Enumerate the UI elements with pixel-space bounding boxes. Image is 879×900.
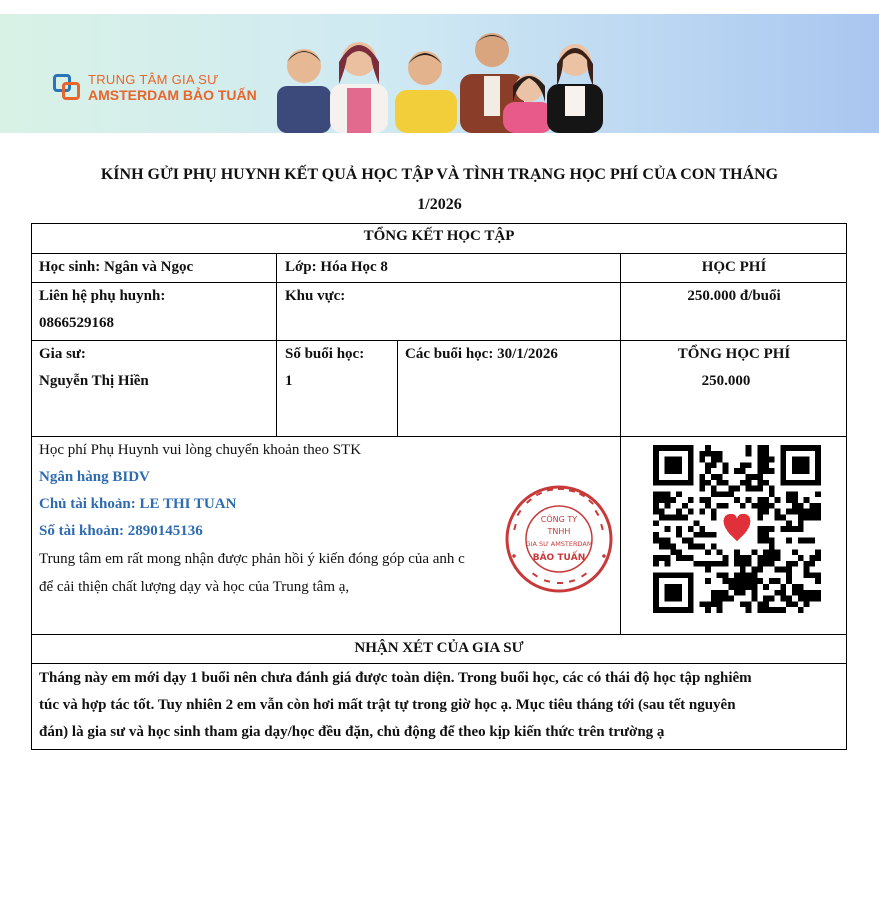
contact-label: Liên hệ phụ huynh: <box>39 288 166 304</box>
stamp-line2: TNHH <box>547 527 571 536</box>
review-line2: túc và hợp tác tốt. Tuy nhiên 2 em vẫn còn hơi mất trật tự trong giờ học ạ. Mục tiêu tháng tới (sau tết nguyên <box>39 697 736 713</box>
summary-header: TỔNG KẾT HỌC TẬP <box>363 228 515 244</box>
row-divider <box>31 663 847 664</box>
contact-phone: 0866529168 <box>39 315 114 331</box>
feedback-request-line1: Trung tâm em rất mong nhận được phản hồi ý kiến đóng góp của anh c <box>39 551 465 567</box>
account-holder: Chủ tài khoản: LE THI TUAN <box>39 496 237 512</box>
total-fee-value: 250.000 <box>701 373 751 389</box>
bank-name: Ngân hàng BIDV <box>39 469 150 485</box>
row-divider <box>31 282 847 283</box>
class-name: Lớp: Hóa Học 8 <box>285 259 388 275</box>
company-stamp-icon <box>504 484 614 594</box>
total-fee-label: TỔNG HỌC PHÍ <box>677 346 791 362</box>
stamp-line1: CÔNG TY <box>540 515 578 524</box>
row-divider <box>31 253 847 254</box>
report-title-line1: KÍNH GỬI PHỤ HUYNH KẾT QUẢ HỌC TẬP VÀ TÌNH TRẠNG HỌC PHÍ CỦA CON THÁNG <box>100 166 779 183</box>
column-divider <box>276 253 277 436</box>
review-line1: Tháng này em mới dạy 1 buổi nên chưa đánh giá được toàn diện. Trong buổi học, các có thái độ học tập nghiêm <box>39 670 752 686</box>
fee-rate: 250.000 đ/buổi <box>687 288 781 304</box>
org-name-line1: TRUNG TÂM GIA SƯ <box>88 72 219 87</box>
header-banner <box>0 14 879 133</box>
report-title <box>0 160 879 220</box>
feedback-request-line2: để cải thiện chất lượng dạy và học của Trung tâm ạ, <box>39 579 350 595</box>
fee-header: HỌC PHÍ <box>701 259 767 275</box>
review-header: NHẬN XÉT CỦA GIA SƯ <box>354 640 524 656</box>
center-logo-icon <box>53 74 81 100</box>
row-divider <box>31 340 847 341</box>
row-divider <box>31 436 847 437</box>
org-name-line2: AMSTERDAM BẢO TUẤN <box>88 87 257 103</box>
sessions-count: 1 <box>285 373 293 389</box>
student-name: Học sinh: Ngân và Ngọc <box>39 259 194 275</box>
people-photo <box>275 14 605 133</box>
sessions-label: Số buổi học: <box>285 346 365 362</box>
review-line3: đán) là gia sư và học sinh tham gia dạy/học đều đặn, chủ động để theo kịp kiến thức trên trường ạ <box>39 724 665 740</box>
column-divider <box>620 253 621 634</box>
area-label: Khu vực: <box>285 288 346 304</box>
qr-code-icon <box>653 444 821 614</box>
row-divider <box>31 634 847 635</box>
tutor-label: Gia sư: <box>39 346 86 362</box>
stamp-line4: BẢO TUẤN <box>532 553 586 563</box>
session-dates: Các buổi học: 30/1/2026 <box>405 346 558 362</box>
column-divider <box>397 340 398 436</box>
stamp-line3: GIA SƯ AMSTERDAM <box>525 540 593 548</box>
payment-instruction: Học phí Phụ Huynh vui lòng chuyển khoản theo STK <box>39 442 362 458</box>
tutor-name: Nguyễn Thị Hiền <box>39 373 149 389</box>
report-title-line2: 1/2026 <box>417 196 462 213</box>
account-number: Số tài khoản: 2890145136 <box>39 523 203 539</box>
